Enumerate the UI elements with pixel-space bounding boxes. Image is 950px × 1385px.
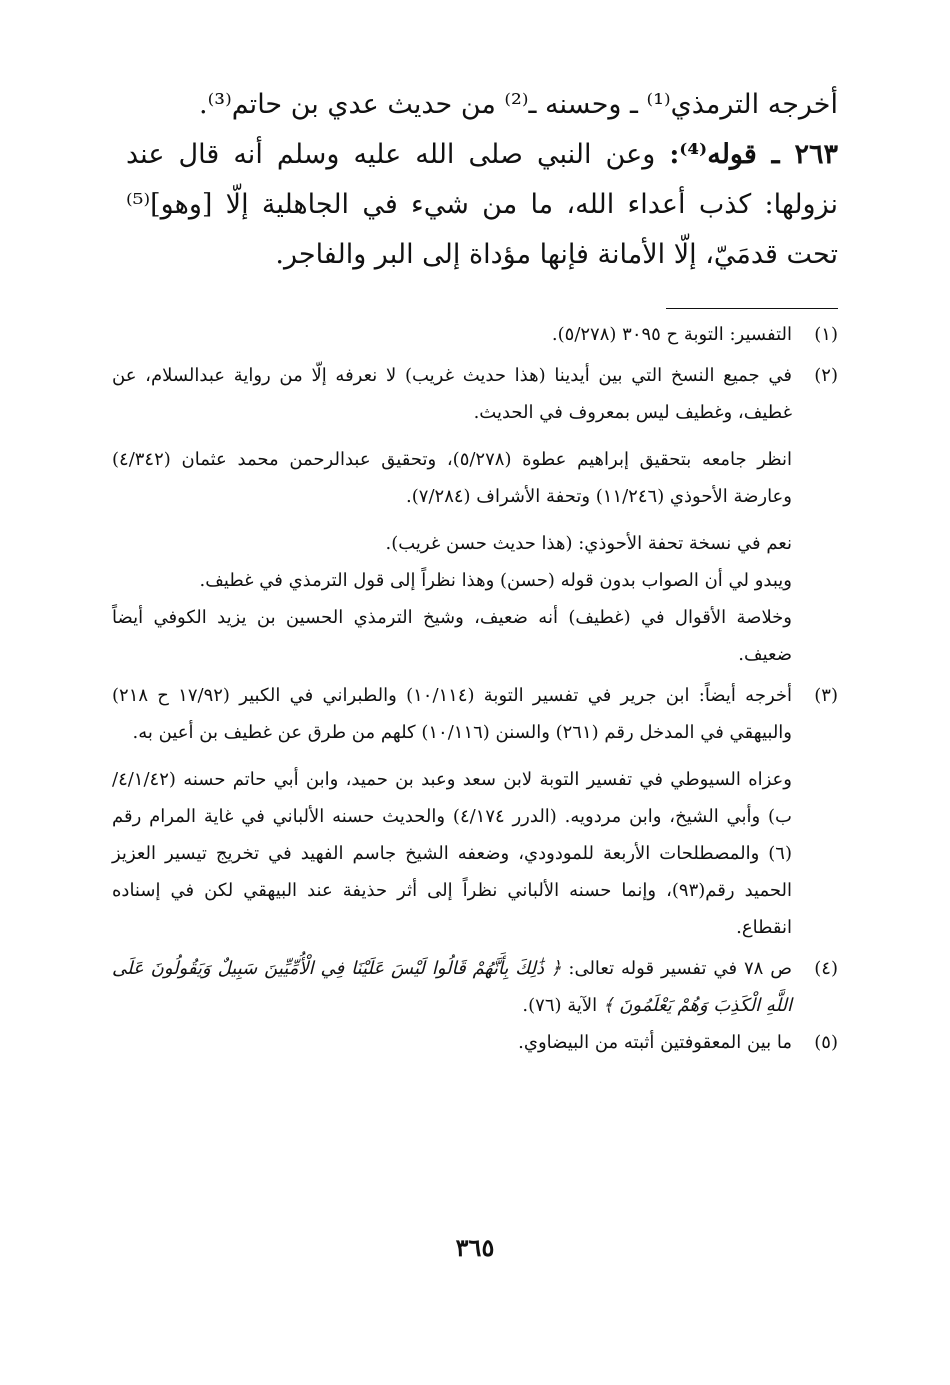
footnote-text: ما بين المعقوفتين أثبته من البيضاوي. <box>518 1032 792 1053</box>
main-line-1: أخرجه الترمذي⁽¹⁾ ـ وحسنه ـ⁽²⁾ من حديث عدي بن حاتم⁽³⁾. <box>199 89 838 120</box>
paragraph-263 <box>126 130 838 280</box>
quran-verse: ﴿ ذَٰلِكَ بِأَنَّهُمْ قَالُوا لَيْسَ عَلَيْنَا فِي الْأُمِّيِّينَ سَبِيلٌ وَيَقُولُونَ عَلَى اللَّهِ الْكَذِبَ وَهُمْ يَعْلَمُونَ ﴾ <box>112 958 792 1016</box>
paragraph-263-body: وعن النبي صلى الله عليه وسلم أنه قال عند نزولها: كذب أعداء الله، ما من شيء في الجاهلية إلّا [وهو]⁽⁵⁾ تحت قدمَيّ، إلّا الأمانة فإنها مؤداة إلى البر والفاجر. <box>126 139 838 270</box>
footnote-number: (١) <box>814 324 838 345</box>
footnote-5 <box>112 1024 838 1061</box>
footnote-number: (٥) <box>814 1032 838 1053</box>
paragraph-263-lead: ٢٦٣ ـ قوله⁽⁴⁾: <box>669 139 838 170</box>
footnote-text <box>112 950 792 1024</box>
footnote-4 <box>112 950 838 1024</box>
footnote-number: (٣) <box>814 685 838 706</box>
footnote-text: في جميع النسخ التي بين أيدينا (هذا حديث غريب) لا نعرفه إلّا من رواية عبدالسلام، عن غطيف، وغطيف ليس بمعروف في الحديث. <box>112 365 792 423</box>
footnote-paragraph: نعم في نسخة تحفة الأحوذي: (هذا حديث حسن غريب). <box>385 533 792 554</box>
footnote-paragraph: ويبدو لي أن الصواب بدون قوله (حسن) وهذا نظراً إلى قول الترمذي في غطيف. <box>199 570 792 591</box>
footnote-number: (٤) <box>814 958 838 979</box>
footnote-paragraph: وعزاه السيوطي في تفسير التوبة لابن سعد وعبد بن حميد، وابن أبي حاتم حسنه (٤/١/٤٢/ب) وأبي الشيخ، وابن مردويه. (الدرر ٤/١٧٤) والحديث حسنه الألباني في غاية المرام رقم (٦) والمصطلحات الأربعة للمودودي، وضعفه الشيخ جاسم الفهيد في تخريج تيسير العزيز الحميد رقم(٩٣)، وإنما حسنه الألباني نظراً إلى أثر حذيفة عند البيهقي لكن في إسناده انقطاع. <box>112 769 792 938</box>
footnote-number: (٢) <box>814 365 838 386</box>
footnote-paragraph: وخلاصة الأقوال في (غطيف) أنه ضعيف، وشيخ الترمذي الحسين بن يزيد الكوفي أيضاً ضعيف. <box>112 607 792 665</box>
footnote-text-before: ص ٧٨ في تفسير قوله تعالى: <box>568 958 792 979</box>
footnote-3 <box>112 677 838 946</box>
page-number: ٣٦٥ <box>455 1233 495 1262</box>
footnote-text: أخرجه أيضاً: ابن جرير في تفسير التوبة (١٠/١١٤) والطبراني في الكبير (١٧/٩٢ ح ٢١٨) والبيهقي في المدخل رقم (٢٦١) والسنن (١٠/١١٦) كلهم من طرق عن غطيف بن أعين به. <box>112 685 793 743</box>
footnote-separator <box>666 308 838 309</box>
main-text <box>126 80 838 280</box>
footnote-text: التفسير: التوبة ح ٣٠٩٥ (٥/٢٧٨). <box>551 324 792 345</box>
footnote-1 <box>112 316 838 353</box>
footnote-text-after: الآية (٧٦). <box>522 995 598 1016</box>
footnote-2 <box>112 357 838 673</box>
footnote-paragraph: انظر جامعه بتحقيق إبراهيم عطوة (٥/٢٧٨)، وتحقيق عبدالرحمن محمد عثمان (٤/٣٤٢) وعارضة الأحوذي (١١/٢٤٦) وتحفة الأشراف (٧/٢٨٤). <box>112 449 792 507</box>
footnotes <box>112 316 838 1061</box>
